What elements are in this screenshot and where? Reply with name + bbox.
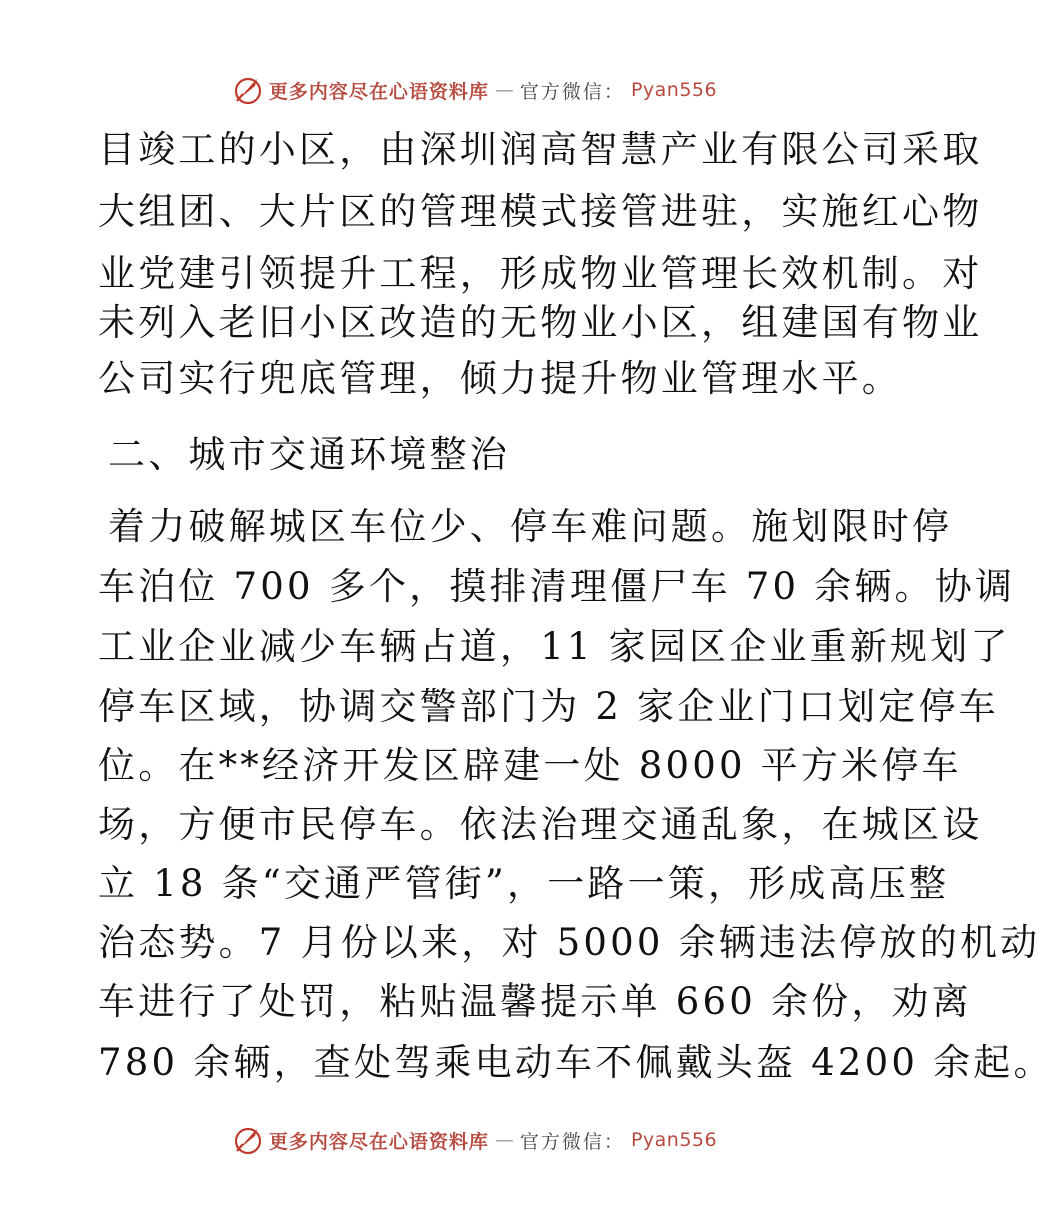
body-line: 大组团、大片区的管理模式接管进驻，实施红心物 bbox=[98, 190, 983, 233]
section-heading: 二、城市交通环境整治 bbox=[108, 433, 510, 476]
body-line: 车进行了处罚，粘贴温馨提示单 660 余份，劝离 bbox=[98, 980, 972, 1023]
body-line: 780 余辆，查处驾乘电动车不佩戴头盔 4200 余起。 bbox=[98, 1041, 1054, 1084]
body-line: 位。在**经济开发区辟建一处 8000 平方米停车 bbox=[98, 744, 962, 787]
body-line: 场，方便市民停车。依法治理交通乱象，在城区设 bbox=[98, 803, 983, 846]
body-line: 立 18 条“交通严管街”，一路一策，形成高压整 bbox=[98, 862, 950, 905]
body-line: 着力破解城区车位少、停车难问题。施划限时停 bbox=[108, 505, 953, 548]
body-line: 车泊位 700 多个，摸排清理僵尸车 70 余辆。协调 bbox=[98, 565, 1016, 608]
body-line: 工业企业减少车辆占道，11 家园区企业重新规划了 bbox=[98, 625, 1011, 668]
body-line: 业党建引领提升工程，形成物业管理长效机制。对 bbox=[98, 252, 983, 295]
watermark-text: 更多内容尽在心语资料库 bbox=[268, 1130, 489, 1153]
watermark-wechat-label: 官方微信： bbox=[519, 80, 625, 103]
quill-pen-logo-icon bbox=[233, 75, 263, 105]
watermark-banner-top bbox=[0, 70, 950, 110]
watermark-banner-bottom bbox=[0, 1120, 950, 1160]
watermark-wechat-id: Pyan556 bbox=[630, 1129, 718, 1151]
watermark-dash: — bbox=[494, 79, 514, 101]
watermark-text: 更多内容尽在心语资料库 bbox=[268, 80, 489, 103]
body-line: 目竣工的小区，由深圳润高智慧产业有限公司采取 bbox=[98, 128, 983, 171]
watermark-wechat-id: Pyan556 bbox=[630, 79, 718, 101]
watermark-wechat-label: 官方微信： bbox=[519, 1130, 625, 1153]
body-line: 公司实行兜底管理，倾力提升物业管理水平。 bbox=[98, 357, 902, 400]
quill-pen-logo-icon bbox=[233, 1125, 263, 1155]
watermark-dash: — bbox=[494, 1129, 514, 1151]
body-line: 停车区域，协调交警部门为 2 家企业门口划定停车 bbox=[98, 685, 999, 728]
body-line: 治态势。7 月份以来，对 5000 余辆违法停放的机动 bbox=[98, 921, 1041, 964]
body-line: 未列入老旧小区改造的无物业小区，组建国有物业 bbox=[98, 301, 983, 344]
